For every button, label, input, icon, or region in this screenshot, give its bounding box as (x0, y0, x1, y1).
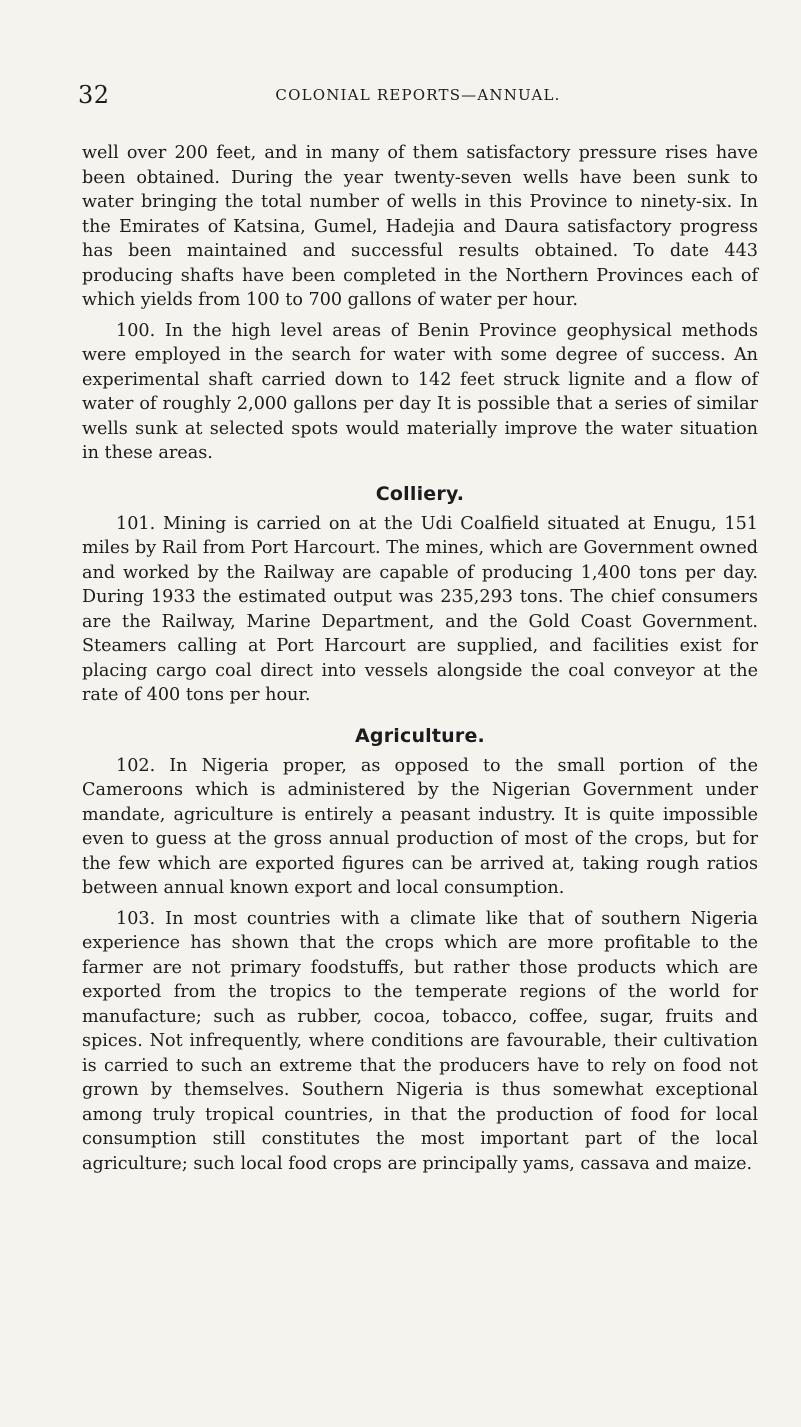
body-text (82, 141, 758, 1176)
running-title: COLONIAL REPORTS—ANNUAL. (275, 86, 561, 104)
paragraph-103: 103. In most countries with a climate like that of southern Nigeria experience has shown that the crops which are more profitable to the farmer are not primary foodstuffs, but rather those products which are exported from the tropics to the temperate regions of the world for manufacture; such as rubber, cocoa, tobacco, coffee, sugar, fruits and spices. Not infrequently, where conditions are favourable, their cultivation is carried to such an extreme that the producers have to rely on food not grown by themselves. Southern Nigeria is thus somewhat exceptional among truly tropical countries, in that the production of food for local consumption still constitutes the most important part of the local agriculture; such local food crops are principally yams, cassava and maize. (82, 908, 758, 1174)
page-number: 32 (78, 81, 110, 109)
paragraph-continuation: well over 200 feet, and in many of them satisfactory pressure rises have been obtained. During the year twenty-seven wells have been sunk to water bringing the total number of wells in this Province to ninety-six. In the Emirates of Katsina, Gumel, Hadejia and Daura satisfactory progress has been maintained and successful results obtained. To date 443 producing shafts have been completed in the Northern Provinces each of which yields from 100 to 700 gallons of water per hour. (82, 143, 758, 310)
paragraph-100: 100. In the high level areas of Benin Province geophysical methods were employed in the search for water with some degree of success. An experimental shaft carried down to 142 feet struck lignite and a flow of water of roughly 2,000 gallons per day It is possible that a series of similar wells sunk at selected spots would materially improve the water situation in these areas. (82, 320, 758, 463)
paragraph-102: 102. In Nigeria proper, as opposed to the small portion of the Cameroons which is administered by the Nigerian Government under mandate, agriculture is entirely a peasant industry. It is quite impossible even to guess at the gross annual production of most of the crops, but for the few which are exported figures can be arrived at, taking rough ratios between annual known export and local consumption. (82, 755, 758, 898)
running-header (78, 80, 758, 110)
paragraph-101: 101. Mining is carried on at the Udi Coalfield situated at Enugu, 151 miles by Rail from Port Harcourt. The mines, which are Government owned and worked by the Railway are capable of producing 1,400 tons per day. During 1933 the estimated output was 235,293 tons. The chief consumers are the Railway, Marine Department, and the Gold Coast Government. Steamers calling at Port Harcourt are supplied, and facilities exist for placing cargo coal direct into vessels alongside the coal conveyor at the rate of 400 tons per hour. (82, 513, 758, 705)
section-heading-agriculture: Agriculture. (355, 724, 485, 747)
section-heading-colliery: Colliery. (375, 482, 465, 505)
